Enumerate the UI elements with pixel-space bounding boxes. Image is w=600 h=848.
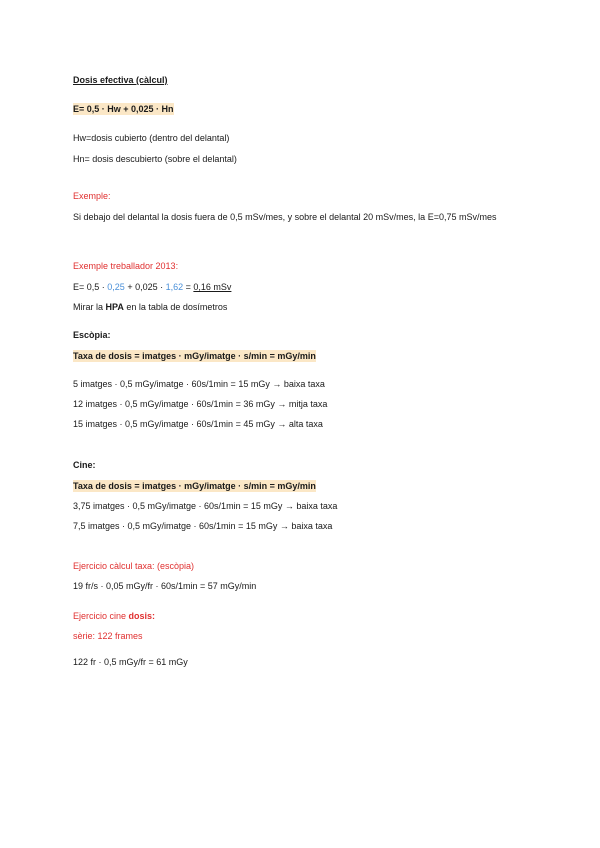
- note-prefix: Mirar la: [73, 302, 106, 312]
- cine-heading: Cine:: [73, 460, 96, 470]
- example-heading: Exemple:: [73, 191, 111, 201]
- worker-example-heading: Exemple treballador 2013:: [73, 261, 179, 271]
- worker-example-equation: [73, 281, 231, 293]
- escopia-row: 12 imatges · 0,5 mGy/imatge · 60s/1min = 36 mGy → mitja taxa: [73, 399, 328, 409]
- exercise-cine-heading: [73, 610, 155, 622]
- worker-example-note: [73, 301, 227, 313]
- hw-value: 0,25: [107, 282, 125, 292]
- exercise-cine-series: sèrie: 122 frames: [73, 631, 143, 641]
- definition-hw: Hw=dosis cubierto (dentro del delantal): [73, 133, 230, 143]
- note-suffix: en la tabla de dosímetros: [123, 302, 228, 312]
- exercise-escopia-heading: Ejercicio càlcul taxa: (escòpia): [73, 561, 195, 571]
- escopia-heading: Escòpia:: [73, 330, 111, 340]
- cine-row: 3,75 imatges · 0,5 mGy/imatge · 60s/1min = 15 mGy → baixa taxa: [73, 501, 338, 511]
- document-title: Dosis efectiva (càlcul): [73, 75, 168, 85]
- equation-prefix: E= 0,5 ·: [73, 282, 108, 292]
- equation-result: 0,16 mSv: [193, 282, 232, 292]
- escopia-row: 15 imatges · 0,5 mGy/imatge · 60s/1min = 45 mGy → alta taxa: [73, 419, 323, 429]
- exercise-cine-heading-bold: dosis:: [128, 611, 156, 621]
- cine-row: 7,5 imatges · 0,5 mGy/imatge · 60s/1min = 15 mGy → baixa taxa: [73, 521, 333, 531]
- equation-equals: =: [183, 282, 194, 292]
- equation-mid: + 0,025 ·: [124, 282, 166, 292]
- exercise-cine-heading-prefix: Ejercicio cine: [73, 611, 129, 621]
- exercise-cine-calc: 122 fr · 0,5 mGy/fr = 61 mGy: [73, 657, 188, 667]
- example-text: Si debajo del delantal la dosis fuera de 0,5 mSv/mes, y sobre el delantal 20 mSv/mes, la E=0,75 mSv/mes: [73, 212, 497, 222]
- exercise-escopia-calc: 19 fr/s · 0,05 mGy/fr · 60s/1min = 57 mGy/min: [73, 581, 257, 591]
- effective-dose-formula: E= 0,5 · Hw + 0,025 · Hn: [73, 104, 174, 114]
- definition-hn: Hn= dosis descubierto (sobre el delantal): [73, 154, 237, 164]
- note-hpa: HPA: [105, 302, 124, 312]
- cine-formula: Taxa de dosis = imatges · mGy/imatge · s/min = mGy/min: [73, 481, 316, 491]
- escopia-row: 5 imatges · 0,5 mGy/imatge · 60s/1min = 15 mGy → baixa taxa: [73, 379, 325, 389]
- hn-value: 1,62: [165, 282, 184, 292]
- escopia-formula: Taxa de dosis = imatges · mGy/imatge · s/min = mGy/min: [73, 351, 316, 361]
